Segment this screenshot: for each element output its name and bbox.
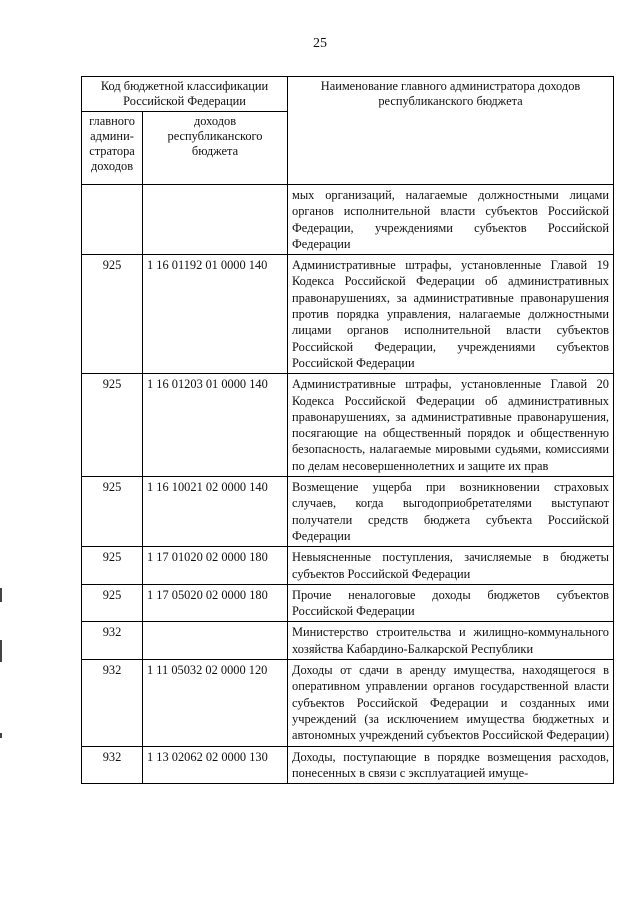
income-code-cell: 1 17 05020 02 0000 180 [143,584,288,622]
income-code-cell: 1 11 05032 02 0000 120 [143,660,288,746]
header-income-code: доходов республиканского бюджета [143,112,288,185]
admin-code-cell: 925 [82,477,143,547]
admin-code-cell [82,185,143,255]
administrator-name-cell: мых организаций, налагаемые должностными лицами органов исполнительной власти субъектов Российской Федерации, учреждениями субъектов Российской Федерации [288,185,614,255]
income-code-cell [143,622,288,660]
income-code-cell: 1 16 01192 01 0000 140 [143,255,288,374]
income-code-cell: 1 16 10021 02 0000 140 [143,477,288,547]
header-admin-code: главного админи-стратора доходов [82,112,143,185]
table-row [82,185,614,255]
header-budget-code-group: Код бюджетной классификации Российской Федерации [82,77,288,112]
admin-code-cell: 925 [82,255,143,374]
administrator-name-cell: Административные штрафы, установленные Главой 20 Кодекса Российской Федерации об административных правонарушениях, за административные правонарушения, посягающие на общественный порядок и общественную безопасность, налагаемые мировыми судьями, комиссиями по делам несовершеннолетних и защите их прав [288,374,614,477]
table-row [82,584,614,622]
administrator-name-cell: Возмещение ущерба при возникновении страховых случаев, когда выгодоприобретателями выступают получатели средств бюджета субъекта Российской Федерации [288,477,614,547]
income-code-cell [143,185,288,255]
administrator-name-cell: Прочие неналоговые доходы бюджетов субъектов Российской Федерации [288,584,614,622]
admin-code-cell: 932 [82,746,143,784]
admin-code-cell: 932 [82,622,143,660]
table-row [82,622,614,660]
admin-code-cell: 932 [82,660,143,746]
income-code-cell: 1 13 02062 02 0000 130 [143,746,288,784]
admin-code-cell: 925 [82,547,143,585]
admin-code-cell: 925 [82,374,143,477]
scan-edge-mark [0,733,2,738]
header-administrator-name: Наименование главного администратора доходов республиканского бюджета [288,77,614,185]
scan-edge-mark [0,588,2,602]
table-row [82,477,614,547]
income-code-cell: 1 17 01020 02 0000 180 [143,547,288,585]
scan-edge-mark [0,640,2,662]
table-row [82,746,614,784]
budget-classification-table [81,76,614,784]
income-code-cell: 1 16 01203 01 0000 140 [143,374,288,477]
page-number: 25 [313,36,327,51]
administrator-name-cell: Доходы от сдачи в аренду имущества, находящегося в оперативном управлении органов государственной власти субъектов Российской Федерации и созданных ими учреждений (за исключением имущества бюджетных и автономных учреждений субъектов Российской Федерации) [288,660,614,746]
administrator-name-cell: Невыясненные поступления, зачисляемые в бюджеты субъектов Российской Федерации [288,547,614,585]
table-row [82,547,614,585]
table-row [82,255,614,374]
administrator-name-cell: Доходы, поступающие в порядке возмещения расходов, понесенных в связи с эксплуатацией имуще- [288,746,614,784]
table-row [82,660,614,746]
admin-code-cell: 925 [82,584,143,622]
administrator-name-cell: Министерство строительства и жилищно-коммунального хозяйства Кабардино-Балкарской Республики [288,622,614,660]
table-row [82,374,614,477]
administrator-name-cell: Административные штрафы, установленные Главой 19 Кодекса Российской Федерации об административных правонарушениях, за административные правонарушения против порядка управления, налагаемые должностными лицами органов исполнительной власти субъектов Российской Федерации, учреждениями субъектов Российской Федерации [288,255,614,374]
